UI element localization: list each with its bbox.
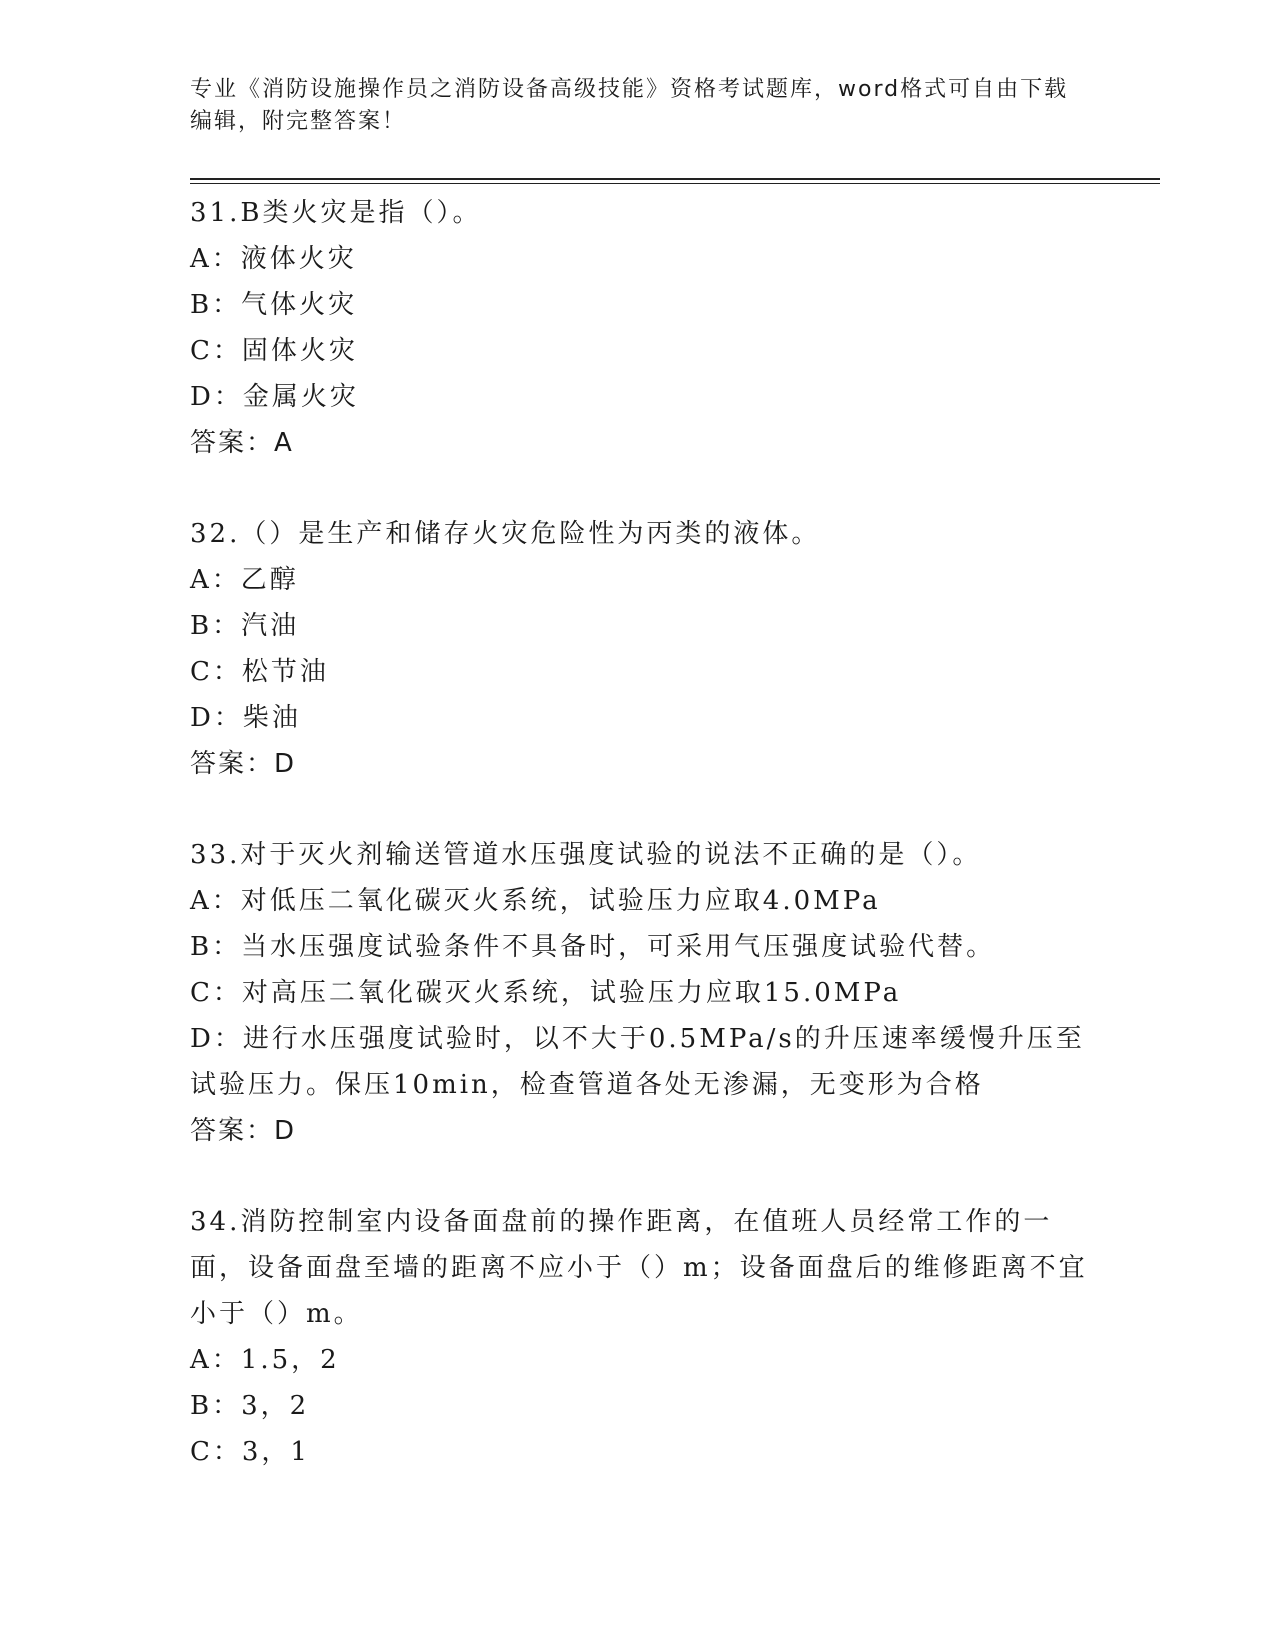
option-b: B：3，2: [190, 1391, 310, 1421]
option-c: C：固体火灾: [190, 336, 358, 366]
question-32: [190, 511, 1090, 787]
header-divider-thick: [190, 178, 1160, 180]
option-b: B：当水压强度试验条件不具备时，可采用气压强度试验代替。: [190, 932, 996, 962]
option-d: D：金属火灾: [190, 382, 359, 412]
question-list: [190, 190, 1090, 1520]
document-intro: 专业《消防设施操作员之消防设备高级技能》资格考试题库，word格式可自由下载编辑，附完整答案！: [190, 77, 1069, 134]
question-stem: 31.B类火灾是指（）。: [190, 198, 482, 228]
option-b: B：汽油: [190, 611, 300, 641]
option-a: A：对低压二氧化碳灭火系统，试验压力应取4.0MPa: [190, 886, 881, 916]
question-33: [190, 832, 1090, 1154]
option-a: A：1.5，2: [190, 1345, 340, 1375]
answer-line: 答案：A: [190, 428, 294, 458]
option-c: C：3，1: [190, 1437, 310, 1467]
option-c: C：松节油: [190, 657, 329, 687]
question-stem: 32.（）是生产和储存火灾危险性为丙类的液体。: [190, 519, 821, 549]
option-c: C：对高压二氧化碳灭火系统，试验压力应取15.0MPa: [190, 978, 902, 1008]
option-d: D：进行水压强度试验时，以不大于0.5MPa/s的升压速率缓慢升压至试验压力。保压10min，检查管道各处无渗漏，无变形为合格: [190, 1024, 1085, 1100]
option-b: B：气体火灾: [190, 290, 358, 320]
answer-line: 答案：D: [190, 749, 297, 779]
question-stem: 34.消防控制室内设备面盘前的操作距离，在值班人员经常工作的一面，设备面盘至墙的距离不应小于（）m；设备面盘后的维修距离不宜小于（）m。: [190, 1207, 1088, 1329]
option-d: D：柴油: [190, 703, 301, 733]
question-stem: 33.对于灭火剂输送管道水压强度试验的说法不正确的是（）。: [190, 840, 982, 870]
option-a: A：液体火灾: [190, 244, 357, 274]
answer-line: 答案：D: [190, 1116, 297, 1146]
header-divider-thin: [190, 183, 1160, 184]
option-a: A：乙醇: [190, 565, 299, 595]
question-34: [190, 1199, 1090, 1475]
question-31: [190, 190, 1090, 466]
